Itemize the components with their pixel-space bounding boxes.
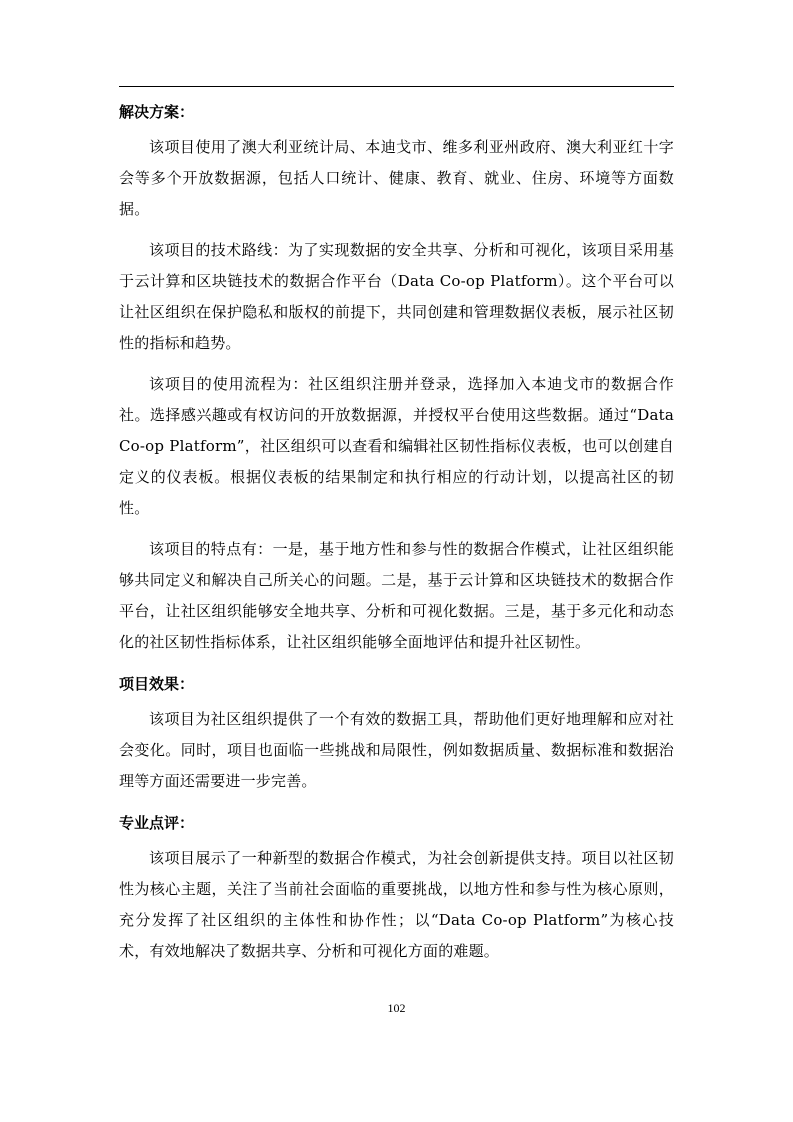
section-heading: 项目效果： (119, 675, 195, 693)
header-rule (119, 86, 674, 87)
page-number: 102 (387, 1001, 406, 1015)
paragraph-effect: 该项目为社区组织提供了一个有效的数据工具，帮助他们更好地理解和应对社会变化。同时，项目也面临一些挑战和局限性，例如数据质量、数据标准和数据治理等方面还需要进一步完善。 (119, 710, 674, 790)
paragraph-features: 该项目的特点有：一是，基于地方性和参与性的数据合作模式，让社区组织能够共同定义和解决自己所关心的问题。二是，基于云计算和区块链技术的数据合作平台，让社区组织能够安全地共享、分析和可视化数据。三是，基于多元化和动态化的社区韧性指标体系，让社区组织能够全面地评估和提升社区韧性。 (119, 540, 674, 651)
section-heading: 解决方案： (119, 103, 195, 121)
paragraph-review: 该项目展示了一种新型的数据合作模式，为社会创新提供支持。项目以社区韧性为核心主题，关注了当前社会面临的重要挑战，以地方性和参与性为核心原则，充分发挥了社区组织的主体性和协作性；以“Data Co-op Platform”为核心技术，有效地解决了数据共享、分析和可视化方面的难题。 (119, 849, 674, 960)
section-solution (119, 96, 674, 658)
section-heading: 专业点评： (119, 814, 195, 832)
section-effect (119, 668, 674, 797)
section-review (119, 807, 674, 967)
paragraph-data-sources: 该项目使用了澳大利亚统计局、本迪戈市、维多利亚州政府、澳大利亚红十字会等多个开放数据源，包括人口统计、健康、教育、就业、住房、环境等方面数据。 (119, 138, 674, 218)
page-body (119, 96, 674, 967)
paragraph-technical-route: 该项目的技术路线：为了实现数据的安全共享、分析和可视化，该项目采用基于云计算和区块链技术的数据合作平台（Data Co-op Platform）。这个平台可以让社区组织在保护隐私和版权的前提下，共同创建和管理数据仪表板，展示社区韧性的指标和趋势。 (119, 241, 674, 352)
paragraph-usage-process: 该项目的使用流程为：社区组织注册并登录，选择加入本迪戈市的数据合作社。选择感兴趣或有权访问的开放数据源，并授权平台使用这些数据。通过“Data Co-op Platform”，社区组织可以查看和编辑社区韧性指标仪表板，也可以创建自定义的仪表板。根据仪表板的结果制定和执行相应的行动计划，以提高社区的韧性。 (119, 375, 674, 517)
